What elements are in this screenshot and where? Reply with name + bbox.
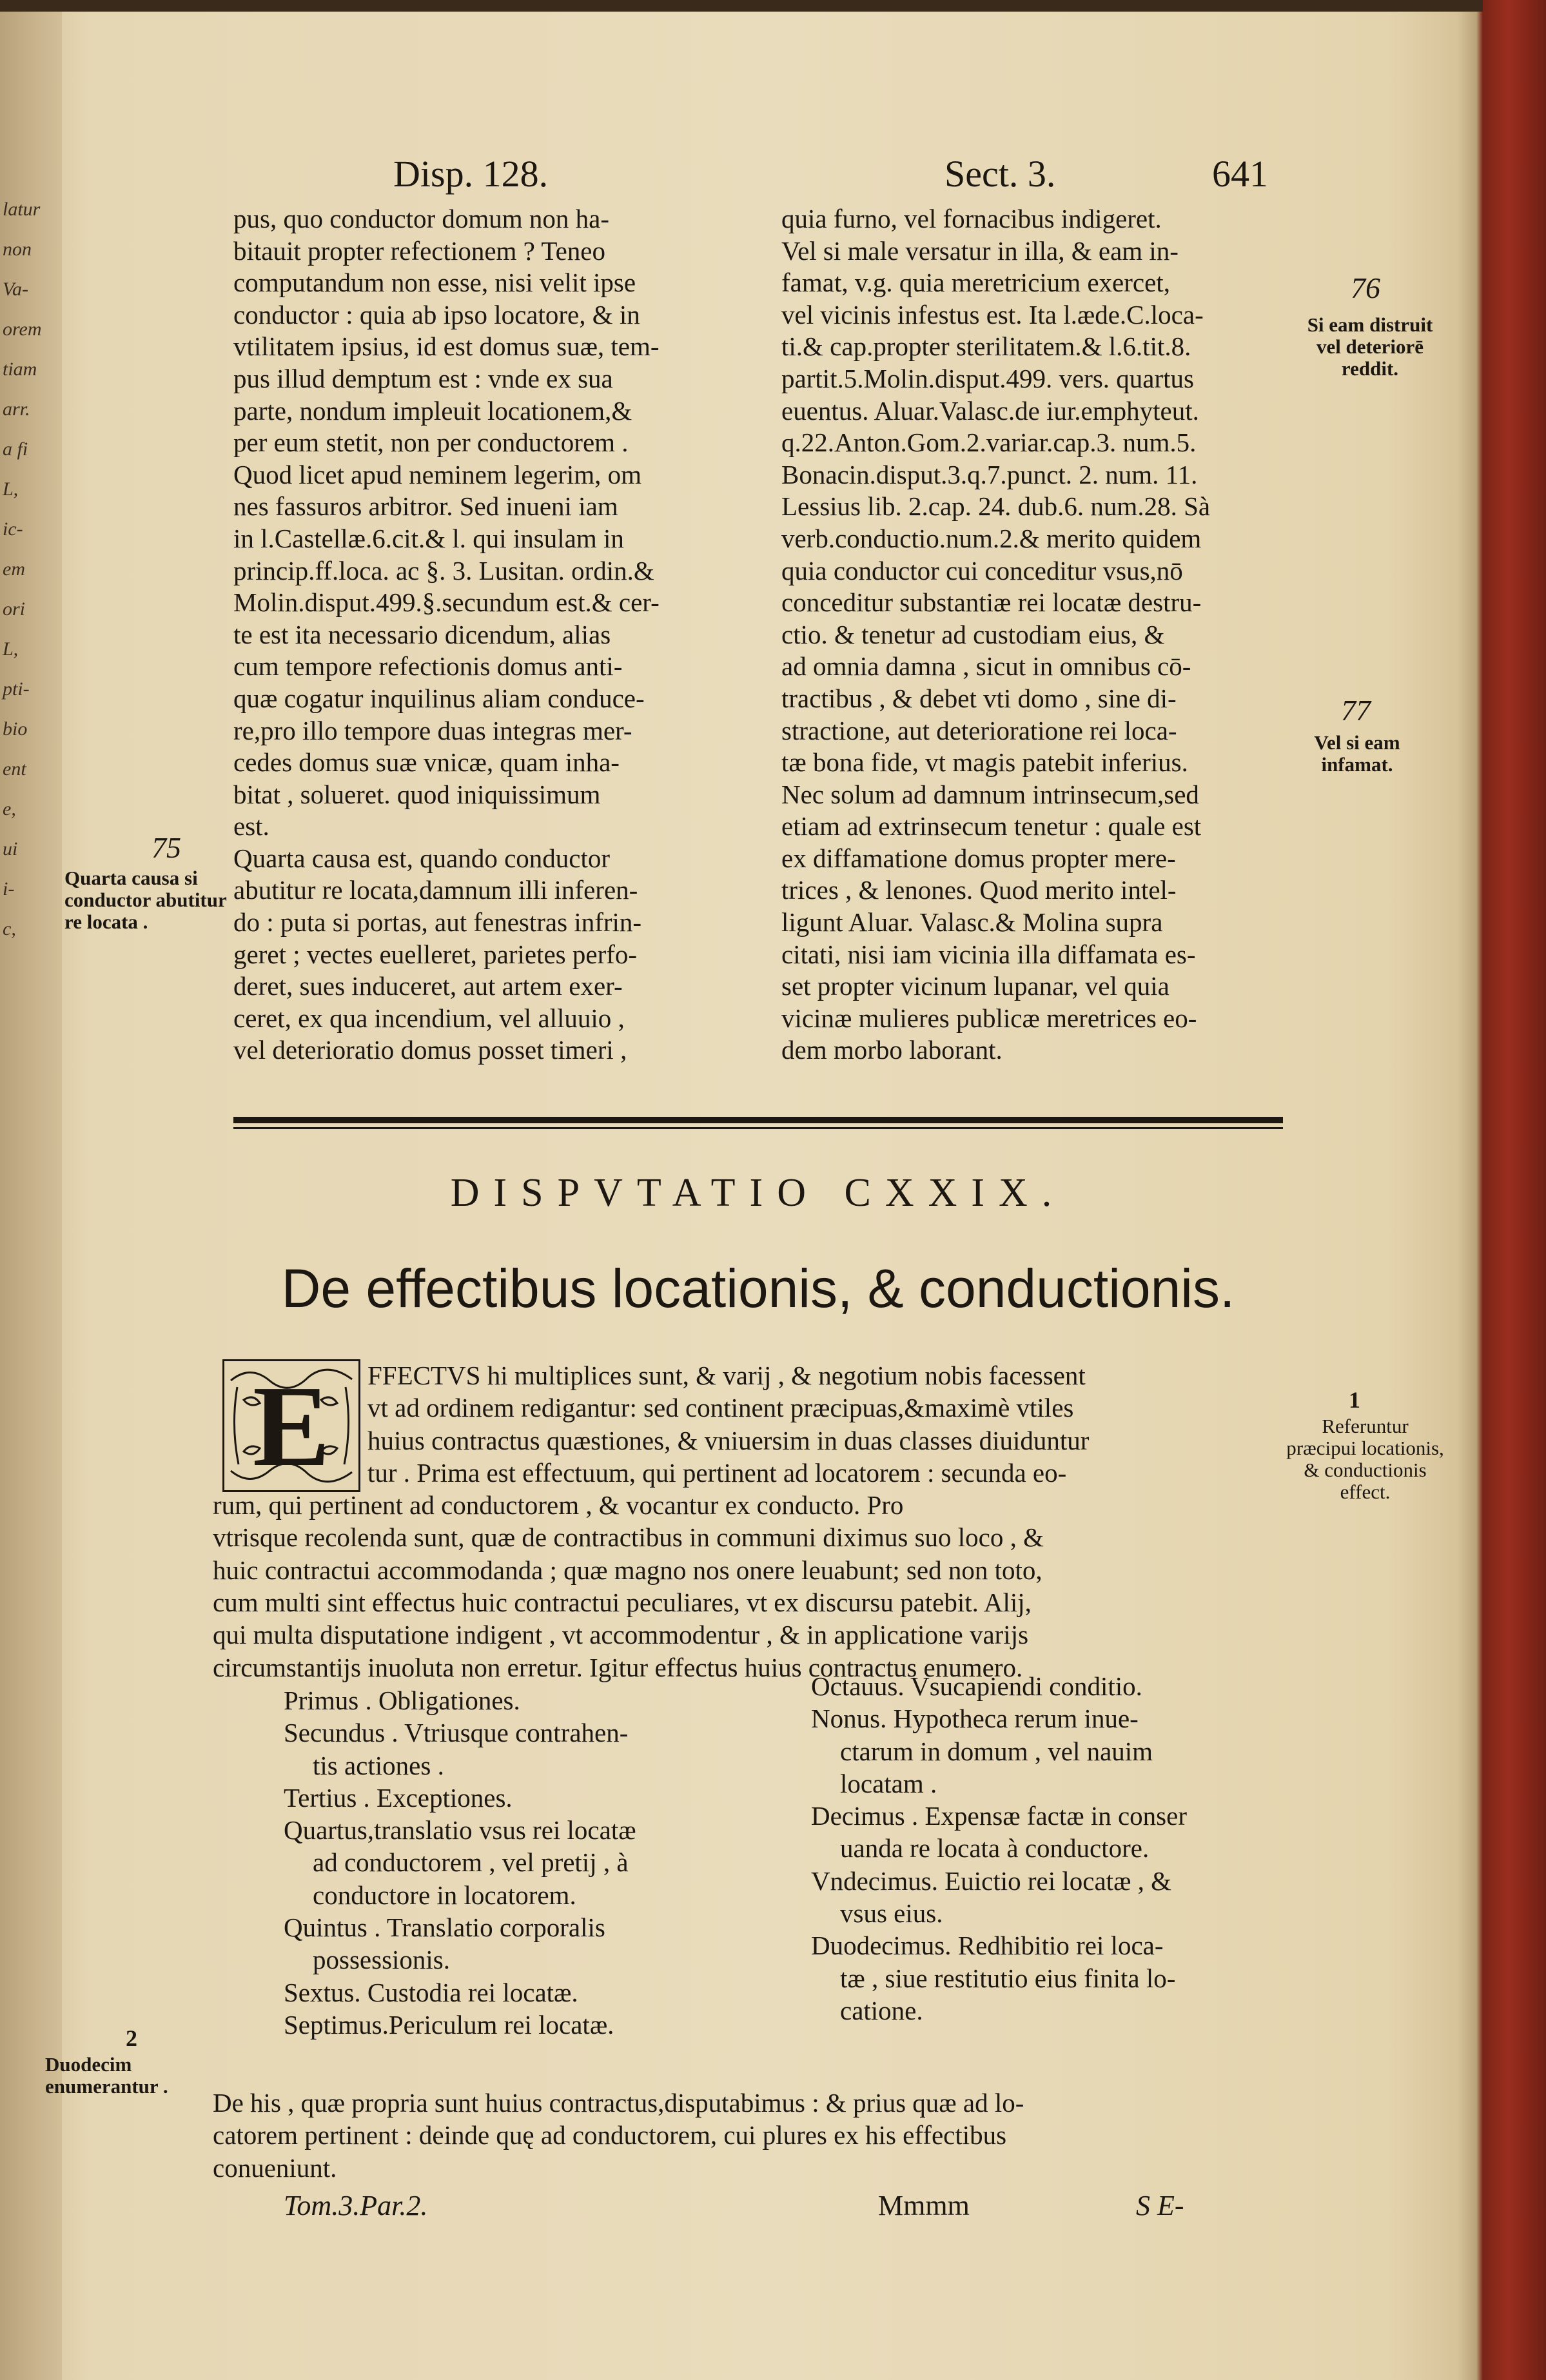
text-line: huius contractus quæstiones, & vniuersim in duas classes diuiduntur (367, 1425, 1090, 1455)
text-line: geret ; vectes euelleret, parietes perfo- (233, 939, 638, 969)
text-line: circumstantijs inuoluta non erretur. Igitur effectus huius contractus enumero. (213, 1652, 1023, 1682)
strip-fragment: latur (3, 199, 41, 220)
list-item: Nonus. Hypotheca rerum inue- (811, 1704, 1139, 1734)
margin-note-75: Quarta causa si conductor abutitur re locata . (64, 867, 227, 933)
right-column (781, 203, 1284, 1067)
strip-fragment: bio (3, 718, 28, 740)
effects-list-left (284, 1684, 799, 2041)
margin-number-75: 75 (152, 831, 181, 864)
text-line: computandum non esse, nisi velit ipse (233, 268, 636, 298)
list-item: Sextus. Custodia rei locatæ. (284, 1977, 578, 2007)
page-number: 641 (1212, 153, 1268, 195)
list-item-continuation: uanda re locata à conductore. (840, 1833, 1150, 1864)
header-disputation: Disp. 128. (393, 153, 549, 195)
text-line: conductor : quia ab ipso locatore, & in (233, 299, 640, 329)
text-line: quia furno, vel fornacibus indigeret. (781, 204, 1162, 233)
closing-paragraph (213, 2087, 1289, 2184)
text-line: quæ cogatur inquilinus aliam conduce- (233, 683, 645, 713)
strip-fragment: pti- (3, 678, 30, 700)
text-line: cum multi sint effectus huic contractui peculiares, vt ex discursu patebit. Alij, (213, 1588, 1032, 1618)
text-line: bitauit propter refectionem ? Teneo (233, 235, 605, 266)
text-line: euentus. Aluar.Valasc.de iur.emphyteut. (781, 395, 1199, 426)
strip-fragment: L, (3, 638, 19, 660)
text-line: vtilitatem ipsius, id est domus suæ, tem- (233, 331, 660, 362)
text-line: De his , quæ propria sunt huius contractus,disputabimus : & prius quæ ad lo- (213, 2088, 1024, 2118)
list-item-continuation: ctarum in domum , vel nauim (840, 1736, 1153, 1766)
text-line: est. (233, 811, 269, 841)
list-item: Primus . Obligationes. (284, 1686, 520, 1715)
text-line: ctio. & tenetur ad custodiam eius, & (781, 619, 1165, 649)
text-line: abutitur re locata,damnum illi inferen- (233, 875, 638, 905)
list-item: Tertius . Exceptiones. (284, 1782, 513, 1813)
margin-number-77: 77 (1341, 694, 1371, 727)
text-line: famat, v.g. quia meretricium exercet, (781, 268, 1170, 298)
text-line: per eum stetit, non per conductorem . (233, 428, 629, 458)
initial-letter: E (252, 1362, 331, 1490)
footer-volume: Tom.3.Par.2. (284, 2190, 428, 2221)
text-line: parte, nondum impleuit locationem,& (233, 395, 632, 426)
text-line: Vel si male versatur in illa, & eam in- (781, 235, 1179, 266)
text-line: vel deterioratio domus posset timeri , (233, 1035, 627, 1065)
text-line: in l.Castellæ.6.cit.& l. qui insulam in (233, 523, 624, 553)
text-line: stractione, aut deterioratione rei loca- (781, 715, 1177, 745)
strip-fragment: L, (3, 478, 19, 500)
text-line: ad omnia damna , sicut in omnibus cō- (781, 651, 1191, 682)
text-line: Nec solum ad damnum intrinsecum,sed (781, 779, 1199, 809)
text-line: tæ bona fide, vt magis patebit inferius. (781, 747, 1188, 778)
text-line: verb.conductio.num.2.& merito quidem (781, 523, 1202, 553)
margin-note-76: Si eam distruit vel deteriorē reddit. (1307, 313, 1433, 380)
text-line: re,pro illo tempore duas integras mer- (233, 715, 632, 745)
list-item-continuation: ad conductorem , vel pretij , à (313, 1847, 629, 1878)
text-line: dem morbo laborant. (781, 1035, 1003, 1065)
text-line: cedes domus suæ vnicæ, quam inha- (233, 747, 620, 778)
text-line: Molin.disput.499.§.secundum est.& cer- (233, 587, 660, 618)
text-line: pus, quo conductor domum non ha- (233, 204, 610, 233)
strip-fragment: ent (3, 758, 26, 780)
text-line: etiam ad extrinsecum tenetur : quale est (781, 811, 1202, 841)
section-rule-thin (233, 1127, 1283, 1129)
text-line: quia conductor cui conceditur vsus,nō (781, 555, 1183, 585)
strip-fragment: non (3, 239, 32, 260)
text-line: nes fassuros arbitror. Sed inueni iam (233, 491, 618, 522)
text-line: tractibus , & debet vti domo , sine di- (781, 683, 1177, 713)
text-line: te est ita necessario dicendum, alias (233, 619, 611, 649)
list-item-continuation: conductore in locatorem. (313, 1880, 576, 1910)
list-item: Secundus . Vtriusque contrahen- (284, 1718, 629, 1748)
strip-fragment: em (3, 558, 25, 580)
text-line: princip.ff.loca. ac §. 3. Lusitan. ordin.& (233, 555, 654, 585)
running-header (232, 152, 1277, 204)
text-line: citati, nisi iam vicinia illa diffamata es- (781, 939, 1196, 969)
strip-fragment: ori (3, 598, 26, 620)
margin-note-2: Duodecim enumerantur . (45, 2053, 168, 2098)
text-line: Quod licet apud neminem legerim, om (233, 459, 642, 489)
text-line: Bonacin.disput.3.q.7.punct. 2. num. 11. (781, 459, 1198, 489)
text-line: ligunt Aluar. Valasc.& Molina supra (781, 907, 1163, 938)
text-line: tur . Prima est effectuum, qui pertinent ad locatorem : secunda eo- (367, 1457, 1067, 1488)
list-item: Duodecimus. Redhibitio rei loca- (811, 1931, 1164, 1961)
list-item-continuation: locatam . (840, 1768, 937, 1798)
list-item: Septimus.Periculum rei locatæ. (284, 2009, 614, 2040)
header-section: Sect. 3. (944, 153, 1056, 195)
section-rule (233, 1117, 1283, 1123)
strip-fragment: i- (3, 878, 15, 900)
strip-fragment: ic- (3, 518, 23, 540)
disputation-subtitle: De effectibus locationis, & conductionis. (281, 1258, 1235, 1319)
text-line: vicinæ mulieres publicæ meretrices eo- (781, 1003, 1197, 1033)
text-line: catorem pertinent : deinde quę ad conductorem, cui plures ex his effectibus (213, 2120, 1007, 2150)
text-line: vtrisque recolenda sunt, quæ de contractibus in communi diximus suo loco , & (213, 1522, 1044, 1553)
text-line: set propter vicinum lupanar, vel quia (781, 971, 1169, 1001)
introduction (213, 1359, 1277, 1684)
disputation-title: DISPVTATIO CXXIX. (450, 1171, 1066, 1215)
list-item: Quartus,translatio vsus rei locatæ (284, 1815, 636, 1845)
footer-signature: Mmmm (878, 2190, 970, 2221)
text-line: Lessius lib. 2.cap. 24. dub.6. num.28. Sà (781, 491, 1211, 522)
text-line: vel vicinis infestus est. Ita l.æde.C.loca- (781, 299, 1204, 329)
list-item-continuation: possessionis. (313, 1945, 451, 1975)
text-line: pus illud demptum est : vnde ex sua (233, 363, 613, 393)
strip-fragment: Va- (3, 279, 28, 300)
list-item-continuation: catione. (840, 1995, 923, 2025)
margin-number-76: 76 (1351, 271, 1380, 304)
strip-fragment: orem (3, 319, 42, 340)
footer-catchword: S E- (1136, 2190, 1184, 2221)
strip-fragment: a fi (3, 438, 28, 460)
text-line: ti.& cap.propter sterilitatem.& l.6.tit.8. (781, 331, 1191, 362)
list-item: Decimus . Expensæ factæ in conser (811, 1801, 1187, 1831)
strip-fragment: ui (3, 838, 18, 860)
list-item: Vndecimus. Euictio rei locatæ , & (811, 1865, 1172, 1896)
text-line: Quarta causa est, quando conductor (233, 843, 611, 873)
margin-note-77: Vel si eam infamat. (1314, 731, 1400, 776)
margin-note-1: Referuntur præcipui locationis, & conductionis effect. (1286, 1415, 1444, 1503)
text-line: partit.5.Molin.disput.499. vers. quartus (781, 363, 1195, 393)
left-column (233, 203, 768, 1067)
list-item-continuation: vsus eius. (840, 1898, 943, 1929)
top-edge (0, 0, 1483, 12)
text-line: ceret, ex qua incendium, vel alluuio , (233, 1003, 625, 1033)
list-item-continuation: tæ , siue restitutio eius finita lo- (840, 1963, 1176, 1993)
strip-fragment: tiam (3, 359, 37, 380)
list-item-continuation: tis actiones . (313, 1750, 444, 1780)
list-item: Quintus . Translatio corporalis (284, 1913, 605, 1943)
text-line: rum, qui pertinent ad conductorem , & vocantur ex conducto. Pro (213, 1490, 904, 1520)
strip-fragment: c, (3, 918, 16, 939)
text-line: vt ad ordinem redigantur: sed continent præcipuas,&maximè vtiles (367, 1393, 1074, 1423)
text-line: q.22.Anton.Gom.2.variar.cap.3. num.5. (781, 428, 1197, 458)
strip-fragment: arr. (3, 398, 30, 420)
text-line: conueniunt. (213, 2152, 337, 2183)
margin-number-2: 2 (126, 2025, 137, 2051)
strip-fragment: e, (3, 798, 16, 820)
previous-page-strip (0, 12, 62, 2380)
text-line: bitat , solueret. quod iniquissimum (233, 779, 601, 809)
text-line: FFECTVS hi multiplices sunt, & varij , & negotium nobis facessent (367, 1361, 1086, 1390)
text-line: huic contractui accommodanda ; quæ magno nos onere leuabunt; sed non toto, (213, 1555, 1042, 1585)
text-line: qui multa disputatione indigent , vt accommodentur , & in applicatione varijs (213, 1620, 1029, 1650)
effects-list-right (811, 1670, 1288, 2027)
margin-number-1: 1 (1349, 1387, 1360, 1413)
text-line: deret, sues induceret, aut artem exer- (233, 971, 623, 1001)
text-line: ex diffamatione domus propter mere- (781, 843, 1176, 873)
list-item: Octauus. Vsucapiendi conditio. (811, 1671, 1142, 1701)
text-line: conceditur substantiæ rei locatæ destru- (781, 587, 1202, 618)
text-line: cum tempore refectionis domus anti- (233, 651, 623, 682)
text-line: do : puta si portas, aut fenestras infrin- (233, 907, 642, 938)
text-line: trices , & lenones. Quod merito intel- (781, 875, 1177, 905)
